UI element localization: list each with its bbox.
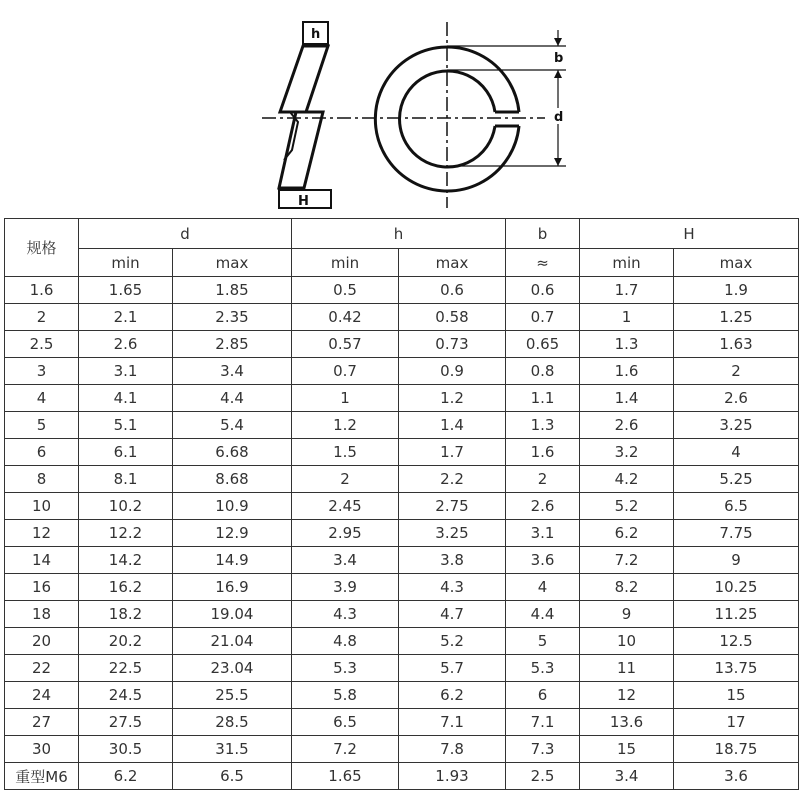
table-row (5, 763, 799, 790)
table-cell: 2.6 (506, 493, 580, 520)
header-spec: 规格 (5, 219, 79, 277)
table-cell: 2.75 (399, 493, 506, 520)
header-d: d (79, 219, 292, 249)
table-cell: 3.1 (79, 358, 173, 385)
table-cell: 7.2 (292, 736, 399, 763)
table-cell: 2.6 (674, 385, 799, 412)
table-cell: 3.9 (292, 574, 399, 601)
table-cell: 8.68 (173, 466, 292, 493)
table-row (5, 682, 799, 709)
table-cell-spec: 20 (5, 628, 79, 655)
table-cell: 15 (580, 736, 674, 763)
table-cell: 9 (674, 547, 799, 574)
table-cell: 11 (580, 655, 674, 682)
table-cell: 3.6 (506, 547, 580, 574)
table-cell: 4.8 (292, 628, 399, 655)
table-cell: 7.3 (506, 736, 580, 763)
table-cell: 2.45 (292, 493, 399, 520)
header-row-groups (5, 219, 799, 249)
table-cell: 13.75 (674, 655, 799, 682)
table-cell: 8.1 (79, 466, 173, 493)
table-cell-spec: 重型M6 (5, 763, 79, 790)
table-cell: 1.4 (399, 412, 506, 439)
table-row (5, 358, 799, 385)
table-cell: 5.2 (399, 628, 506, 655)
table-row (5, 412, 799, 439)
table-cell: 5.1 (79, 412, 173, 439)
table-cell: 6 (506, 682, 580, 709)
table-cell: 0.6 (399, 277, 506, 304)
table-cell: 2.85 (173, 331, 292, 358)
table-cell: 1.5 (292, 439, 399, 466)
table-cell: 2 (292, 466, 399, 493)
table-cell: 2.35 (173, 304, 292, 331)
table-row (5, 439, 799, 466)
table-cell: 5.3 (506, 655, 580, 682)
table-cell-spec: 3 (5, 358, 79, 385)
table-cell: 1.6 (580, 358, 674, 385)
table-cell-spec: 2.5 (5, 331, 79, 358)
table-row (5, 628, 799, 655)
table-cell: 18.2 (79, 601, 173, 628)
table-row (5, 574, 799, 601)
label-d: d (554, 110, 564, 125)
table-cell-spec: 30 (5, 736, 79, 763)
table-cell: 1.4 (580, 385, 674, 412)
table-cell: 0.65 (506, 331, 580, 358)
table-cell: 7.8 (399, 736, 506, 763)
table-cell: 1.7 (399, 439, 506, 466)
subheader-b-approx: ≈ (506, 249, 580, 277)
table-cell: 30.5 (79, 736, 173, 763)
lock-washer-drawing (0, 0, 800, 212)
table-cell: 14.9 (173, 547, 292, 574)
table-cell: 10.25 (674, 574, 799, 601)
table-cell: 10 (580, 628, 674, 655)
table-cell: 1.65 (79, 277, 173, 304)
table-cell: 5.8 (292, 682, 399, 709)
header-H: H (580, 219, 799, 249)
header-b: b (506, 219, 580, 249)
table-cell: 2.5 (506, 763, 580, 790)
table-cell: 28.5 (173, 709, 292, 736)
spec-table (4, 218, 799, 790)
table-cell: 1.2 (399, 385, 506, 412)
table-cell: 5.4 (173, 412, 292, 439)
table-cell: 6.1 (79, 439, 173, 466)
table-cell: 25.5 (173, 682, 292, 709)
subheader-H-min: min (580, 249, 674, 277)
table-row (5, 277, 799, 304)
table-cell-spec: 14 (5, 547, 79, 574)
table-cell: 1.93 (399, 763, 506, 790)
table-cell: 6.2 (79, 763, 173, 790)
subheader-d-min: min (79, 249, 173, 277)
table-cell: 11.25 (674, 601, 799, 628)
table-cell: 1.65 (292, 763, 399, 790)
table-cell-spec: 22 (5, 655, 79, 682)
table-cell: 6.2 (399, 682, 506, 709)
table-cell: 3.8 (399, 547, 506, 574)
table-cell: 0.73 (399, 331, 506, 358)
table-cell: 5.25 (674, 466, 799, 493)
table-cell: 2.6 (79, 331, 173, 358)
table-row (5, 709, 799, 736)
table-cell: 0.7 (292, 358, 399, 385)
table-cell: 13.6 (580, 709, 674, 736)
table-cell: 5.7 (399, 655, 506, 682)
table-row (5, 520, 799, 547)
table-cell: 10.2 (79, 493, 173, 520)
label-b: b (554, 51, 564, 66)
table-cell: 12 (580, 682, 674, 709)
table-cell: 9 (580, 601, 674, 628)
table-cell: 1.3 (506, 412, 580, 439)
table-cell: 15 (674, 682, 799, 709)
table-row (5, 655, 799, 682)
table-cell: 0.7 (506, 304, 580, 331)
table-cell: 1 (292, 385, 399, 412)
table-cell: 17 (674, 709, 799, 736)
table-cell: 10.9 (173, 493, 292, 520)
table-cell: 3.25 (674, 412, 799, 439)
table-cell: 4.1 (79, 385, 173, 412)
table-cell: 3.4 (173, 358, 292, 385)
table-row (5, 304, 799, 331)
table-cell: 3.25 (399, 520, 506, 547)
table-cell: 1.9 (674, 277, 799, 304)
table-cell: 4.2 (580, 466, 674, 493)
table-cell: 0.5 (292, 277, 399, 304)
table-cell: 3.6 (674, 763, 799, 790)
subheader-h-min: min (292, 249, 399, 277)
table-cell: 3.2 (580, 439, 674, 466)
table-cell: 31.5 (173, 736, 292, 763)
table-cell: 1.7 (580, 277, 674, 304)
table-row (5, 601, 799, 628)
table-cell-spec: 27 (5, 709, 79, 736)
table-row (5, 547, 799, 574)
table-cell: 2.1 (79, 304, 173, 331)
table-cell: 7.2 (580, 547, 674, 574)
table-cell: 4.4 (506, 601, 580, 628)
table-cell: 3.1 (506, 520, 580, 547)
table-row (5, 493, 799, 520)
table-cell-spec: 16 (5, 574, 79, 601)
table-cell: 1 (580, 304, 674, 331)
header-row-sub (5, 249, 799, 277)
table-cell-spec: 1.6 (5, 277, 79, 304)
table-cell: 6.5 (674, 493, 799, 520)
table-cell: 4.3 (292, 601, 399, 628)
table-cell: 12.9 (173, 520, 292, 547)
table-cell-spec: 12 (5, 520, 79, 547)
table-cell: 0.9 (399, 358, 506, 385)
table-cell-spec: 24 (5, 682, 79, 709)
table-cell: 4.7 (399, 601, 506, 628)
table-cell-spec: 18 (5, 601, 79, 628)
table-cell: 6.5 (292, 709, 399, 736)
table-cell: 20.2 (79, 628, 173, 655)
table-cell: 4.4 (173, 385, 292, 412)
table-cell: 7.1 (399, 709, 506, 736)
label-H: H (298, 194, 309, 209)
table-cell: 4.3 (399, 574, 506, 601)
table-cell: 14.2 (79, 547, 173, 574)
table-cell-spec: 2 (5, 304, 79, 331)
table-cell: 1.85 (173, 277, 292, 304)
table-cell: 2.2 (399, 466, 506, 493)
table-cell: 4 (674, 439, 799, 466)
table-cell: 0.42 (292, 304, 399, 331)
table-body (5, 277, 799, 790)
table-cell: 0.58 (399, 304, 506, 331)
table-cell-spec: 10 (5, 493, 79, 520)
table-cell: 21.04 (173, 628, 292, 655)
table-cell: 6.2 (580, 520, 674, 547)
table-cell: 16.2 (79, 574, 173, 601)
table-cell: 2 (674, 358, 799, 385)
table-cell: 2.95 (292, 520, 399, 547)
side-view-lower-half (279, 112, 323, 188)
table-cell: 1.63 (674, 331, 799, 358)
table-cell: 7.1 (506, 709, 580, 736)
table-cell: 22.5 (79, 655, 173, 682)
table-cell: 23.04 (173, 655, 292, 682)
subheader-h-max: max (399, 249, 506, 277)
table-cell: 2 (506, 466, 580, 493)
table-cell: 0.57 (292, 331, 399, 358)
table-cell: 2.6 (580, 412, 674, 439)
table-row (5, 466, 799, 493)
table-cell: 27.5 (79, 709, 173, 736)
table-row (5, 736, 799, 763)
table-cell-spec: 4 (5, 385, 79, 412)
table-cell-spec: 6 (5, 439, 79, 466)
subheader-H-max: max (674, 249, 799, 277)
table-cell: 5 (506, 628, 580, 655)
table-cell: 1.1 (506, 385, 580, 412)
table-cell: 0.8 (506, 358, 580, 385)
table-cell: 16.9 (173, 574, 292, 601)
table-cell: 12.5 (674, 628, 799, 655)
table-cell: 24.5 (79, 682, 173, 709)
table-row (5, 385, 799, 412)
table-cell: 3.4 (580, 763, 674, 790)
table-cell-spec: 8 (5, 466, 79, 493)
table-cell-spec: 5 (5, 412, 79, 439)
table-cell: 1.2 (292, 412, 399, 439)
table-cell: 1.3 (580, 331, 674, 358)
table-cell: 4 (506, 574, 580, 601)
header-h: h (292, 219, 506, 249)
table-cell: 12.2 (79, 520, 173, 547)
table-cell: 7.75 (674, 520, 799, 547)
table-cell: 1.6 (506, 439, 580, 466)
table-cell: 8.2 (580, 574, 674, 601)
side-view-upper-half (280, 46, 328, 112)
table-cell: 5.2 (580, 493, 674, 520)
table-cell: 6.5 (173, 763, 292, 790)
table-cell: 5.3 (292, 655, 399, 682)
table-row (5, 331, 799, 358)
table-cell: 18.75 (674, 736, 799, 763)
table-cell: 3.4 (292, 547, 399, 574)
label-h: h (311, 27, 321, 42)
table-cell: 0.6 (506, 277, 580, 304)
table-cell: 19.04 (173, 601, 292, 628)
ring-outer (375, 47, 519, 191)
subheader-d-max: max (173, 249, 292, 277)
table-cell: 6.68 (173, 439, 292, 466)
table-cell: 1.25 (674, 304, 799, 331)
